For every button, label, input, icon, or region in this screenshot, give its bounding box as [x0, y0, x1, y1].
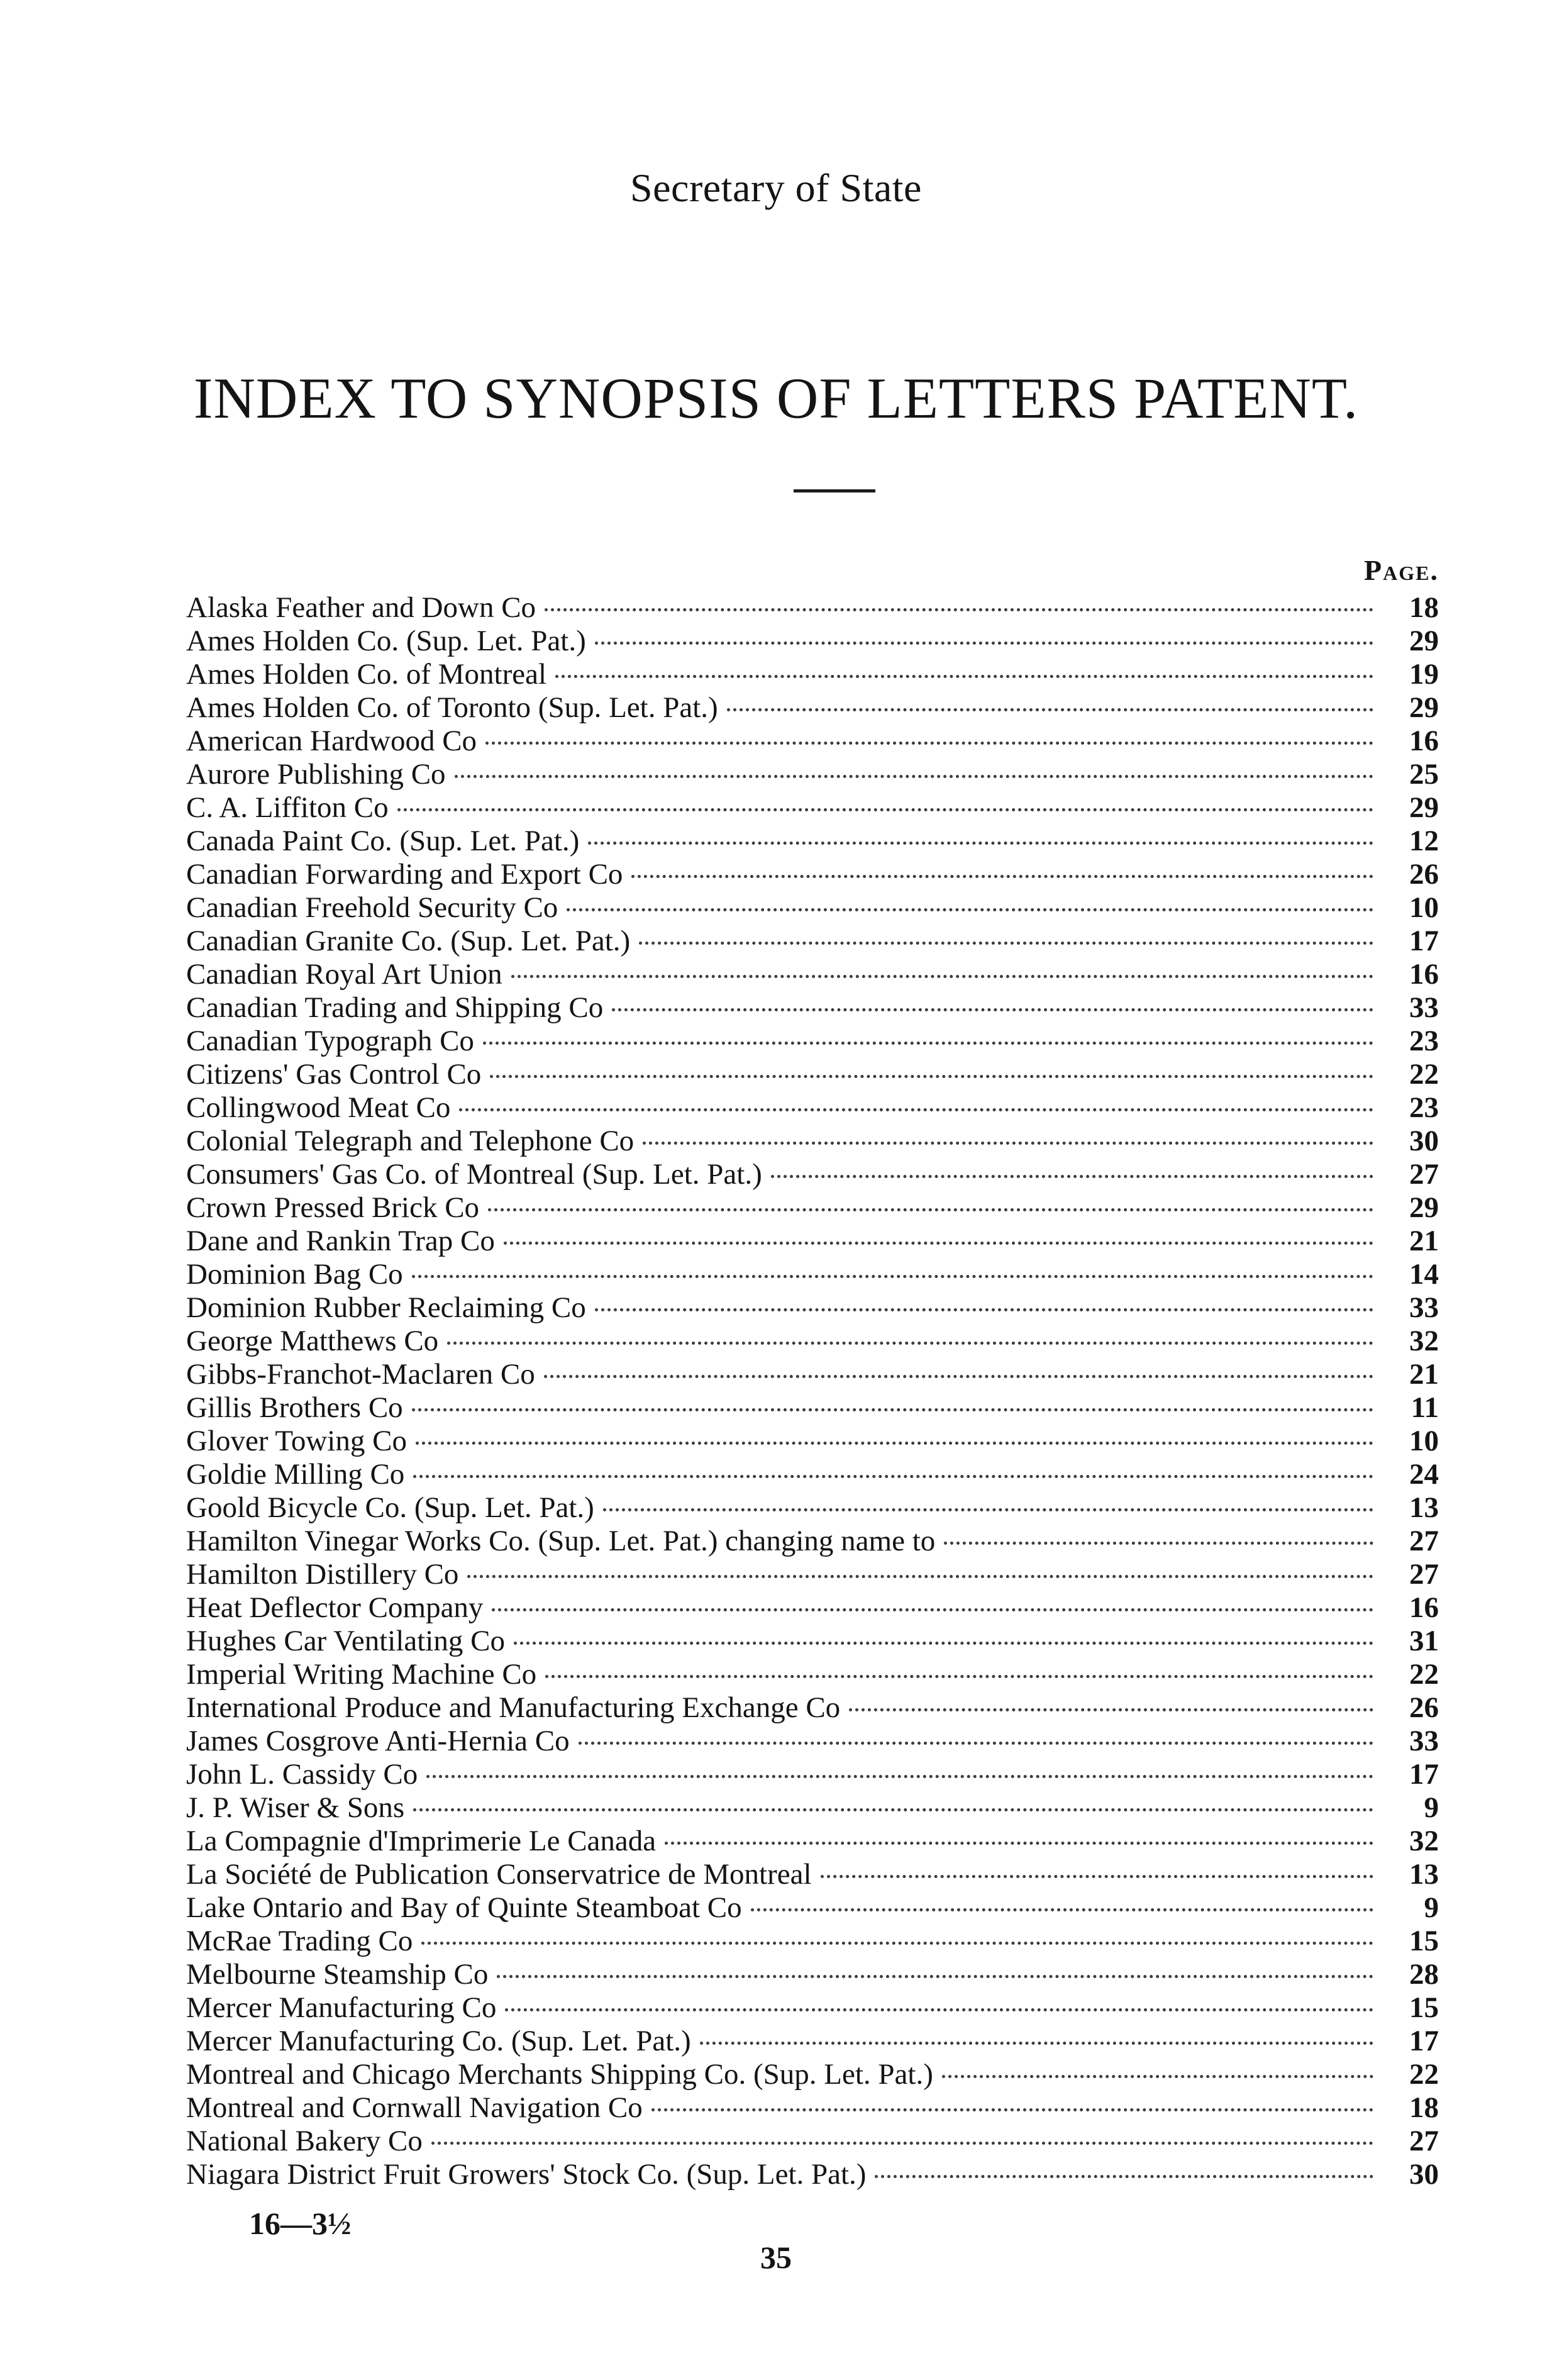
index-entry — [186, 1191, 1439, 1225]
index-entry — [186, 1791, 1439, 1825]
entry-name: Collingwood Meat Co — [186, 1091, 451, 1124]
entry-page-number: 27 — [1409, 1558, 1439, 1591]
index-entry — [186, 658, 1439, 691]
entry-name: Canadian Trading and Shipping Co — [186, 991, 604, 1024]
index-entry — [186, 1258, 1439, 1291]
entry-name: Consumers' Gas Co. of Montreal (Sup. Let. Pat.) — [186, 1158, 762, 1191]
index-entry — [186, 725, 1439, 758]
entry-page-number: 33 — [1409, 1725, 1439, 1757]
dot-leader — [665, 1842, 1373, 1845]
index-entry — [186, 1825, 1439, 1858]
entry-name: Hamilton Distillery Co — [186, 1558, 459, 1591]
dot-leader — [426, 1775, 1373, 1778]
entry-page-number: 27 — [1409, 1525, 1439, 1557]
index-entry — [186, 1891, 1439, 1925]
index-entry — [186, 1158, 1439, 1191]
index-entry — [186, 991, 1439, 1025]
entry-page-number: 25 — [1409, 758, 1439, 791]
entry-name: Canadian Freehold Security Co — [186, 891, 558, 924]
entry-name: McRae Trading Co — [186, 1925, 413, 1957]
dot-leader — [771, 1175, 1373, 1178]
entry-page-number: 15 — [1409, 1925, 1439, 1957]
entry-name: Aurore Publishing Co — [186, 758, 446, 791]
dot-leader — [413, 1808, 1373, 1811]
index-entry — [186, 758, 1439, 791]
entry-name: Ames Holden Co. (Sup. Let. Pat.) — [186, 625, 586, 657]
index-entry — [186, 2158, 1439, 2191]
entry-name: John L. Cassidy Co — [186, 1758, 418, 1791]
signature-mark: 16—3½ — [249, 2206, 352, 2241]
index-entry — [186, 1458, 1439, 1491]
entry-page-number: 32 — [1409, 1325, 1439, 1357]
entry-page-number: 23 — [1409, 1025, 1439, 1057]
entry-page-number: 31 — [1409, 1625, 1439, 1657]
dot-leader — [942, 2075, 1373, 2078]
dot-leader — [421, 1942, 1373, 1945]
dot-leader — [397, 808, 1373, 811]
index-entry — [186, 2091, 1439, 2125]
dot-leader — [875, 2175, 1373, 2178]
entry-page-number: 29 — [1409, 625, 1439, 657]
dot-leader — [511, 975, 1373, 978]
entry-page-number: 16 — [1409, 725, 1439, 757]
dot-leader — [727, 708, 1373, 711]
page-column-header: Page. — [1364, 554, 1439, 586]
dot-leader — [643, 1142, 1373, 1145]
index-entry — [186, 1058, 1439, 1091]
entry-page-number: 17 — [1409, 1758, 1439, 1791]
dot-leader — [431, 2142, 1373, 2145]
dot-leader — [579, 1742, 1373, 1745]
entry-page-number: 10 — [1409, 1425, 1439, 1457]
entry-name: Alaska Feather and Down Co — [186, 591, 536, 624]
dot-leader — [412, 1275, 1373, 1278]
entry-page-number: 27 — [1409, 2125, 1439, 2157]
index-entry — [186, 1225, 1439, 1258]
dot-leader — [447, 1342, 1373, 1345]
running-head: Secretary of State — [630, 165, 922, 210]
index-entry — [186, 591, 1439, 625]
entry-name: Canadian Typograph Co — [186, 1025, 474, 1057]
entry-name: La Compagnie d'Imprimerie Le Canada — [186, 1825, 657, 1857]
dot-leader — [455, 775, 1373, 778]
index-entry — [186, 1525, 1439, 1558]
dot-leader — [497, 1975, 1373, 1978]
entry-page-number: 9 — [1424, 1891, 1439, 1924]
entry-page-number: 11 — [1411, 1391, 1439, 1424]
index-entry — [186, 1591, 1439, 1625]
entry-name: C. A. Liffiton Co — [186, 791, 389, 824]
index-entry — [186, 1291, 1439, 1325]
entry-name: American Hardwood Co — [186, 725, 477, 757]
dot-leader — [567, 908, 1373, 911]
entry-name: Lake Ontario and Bay of Quinte Steamboat Co — [186, 1891, 742, 1924]
dot-leader — [595, 1308, 1373, 1311]
entry-name: Niagara District Fruit Growers' Stock Co. (Sup. Let. Pat.) — [186, 2158, 867, 2191]
index-entry — [186, 1091, 1439, 1125]
dot-leader — [588, 842, 1373, 845]
entry-page-number: 21 — [1409, 1358, 1439, 1391]
page-number: 35 — [760, 2240, 792, 2275]
entry-name: Montreal and Cornwall Navigation Co — [186, 2091, 643, 2124]
entry-name: Canada Paint Co. (Sup. Let. Pat.) — [186, 825, 580, 857]
dot-leader — [555, 675, 1373, 678]
page-title: INDEX TO SYNOPSIS OF LETTERS PATENT. — [193, 366, 1359, 430]
entry-name: Gibbs-Franchot-Maclaren Co — [186, 1358, 535, 1391]
index-entry — [186, 1691, 1439, 1725]
entry-page-number: 29 — [1409, 691, 1439, 724]
dot-leader — [603, 1508, 1373, 1511]
dot-leader — [467, 1575, 1373, 1578]
dot-leader — [651, 2108, 1373, 2111]
entry-name: Heat Deflector Company — [186, 1591, 484, 1624]
entry-page-number: 22 — [1409, 1058, 1439, 1091]
index-entry — [186, 1391, 1439, 1425]
entry-page-number: 22 — [1409, 1658, 1439, 1691]
entry-page-number: 21 — [1409, 1225, 1439, 1257]
dot-leader — [485, 742, 1373, 745]
entry-name: J. P. Wiser & Sons — [186, 1791, 405, 1824]
entry-page-number: 14 — [1409, 1258, 1439, 1291]
dot-leader — [849, 1708, 1373, 1711]
entry-name: Hughes Car Ventilating Co — [186, 1625, 505, 1657]
index-entry — [186, 2058, 1439, 2091]
entry-name: Colonial Telegraph and Telephone Co — [186, 1125, 635, 1157]
dot-leader — [612, 1008, 1373, 1011]
index-entry — [186, 691, 1439, 725]
dot-leader — [595, 642, 1373, 645]
index-entry — [186, 1758, 1439, 1791]
entry-name: Dominion Rubber Reclaiming Co — [186, 1291, 586, 1324]
index-entry — [186, 1925, 1439, 1958]
entry-name: Hamilton Vinegar Works Co. (Sup. Let. Pat.) changing name to — [186, 1525, 936, 1557]
dot-leader — [492, 1608, 1373, 1611]
entry-page-number: 22 — [1409, 2058, 1439, 2091]
index-entry — [186, 1025, 1439, 1058]
index-entry — [186, 2025, 1439, 2058]
index-entry — [186, 2125, 1439, 2158]
entry-page-number: 33 — [1409, 991, 1439, 1024]
entry-name: Canadian Forwarding and Export Co — [186, 858, 623, 891]
entry-page-number: 10 — [1409, 891, 1439, 924]
entry-name: Glover Towing Co — [186, 1425, 407, 1457]
entry-page-number: 18 — [1409, 591, 1439, 624]
index-entry — [186, 1725, 1439, 1758]
dot-leader — [751, 1908, 1373, 1911]
dot-leader — [545, 1675, 1373, 1678]
entry-page-number: 23 — [1409, 1091, 1439, 1124]
entry-page-number: 15 — [1409, 1991, 1439, 2024]
entry-name: Canadian Royal Art Union — [186, 958, 502, 991]
entry-name: Canadian Granite Co. (Sup. Let. Pat.) — [186, 925, 631, 957]
entry-page-number: 26 — [1409, 1691, 1439, 1724]
entry-page-number: 19 — [1409, 658, 1439, 691]
entry-page-number: 30 — [1409, 1125, 1439, 1157]
index-entry — [186, 1425, 1439, 1458]
entry-page-number: 13 — [1409, 1491, 1439, 1524]
dot-leader — [545, 608, 1373, 611]
index-entry — [186, 1658, 1439, 1691]
entry-page-number: 32 — [1409, 1825, 1439, 1857]
dot-leader — [416, 1442, 1373, 1445]
entry-page-number: 13 — [1409, 1858, 1439, 1891]
entry-name: Imperial Writing Machine Co — [186, 1658, 537, 1691]
dot-leader — [821, 1875, 1373, 1878]
index-entry — [186, 858, 1439, 891]
title-rule — [794, 489, 875, 492]
entry-page-number: 16 — [1409, 1591, 1439, 1624]
entry-name: James Cosgrove Anti-Hernia Co — [186, 1725, 570, 1757]
dot-leader — [631, 875, 1373, 878]
entry-page-number: 12 — [1409, 825, 1439, 857]
entry-name: Dane and Rankin Trap Co — [186, 1225, 495, 1257]
entry-page-number: 27 — [1409, 1158, 1439, 1191]
entry-name: Goold Bicycle Co. (Sup. Let. Pat.) — [186, 1491, 594, 1524]
index-entry — [186, 925, 1439, 958]
entry-page-number: 9 — [1424, 1791, 1439, 1824]
index-entry — [186, 625, 1439, 658]
dot-leader — [459, 1108, 1373, 1111]
index-entry — [186, 1625, 1439, 1658]
index-entry — [186, 825, 1439, 858]
entry-name: Melbourne Steamship Co — [186, 1958, 489, 1991]
dot-leader — [483, 1042, 1373, 1045]
entry-page-number: 24 — [1409, 1458, 1439, 1491]
index-entry — [186, 1325, 1439, 1358]
index-entry — [186, 1125, 1439, 1158]
entry-name: Citizens' Gas Control Co — [186, 1058, 482, 1091]
entry-page-number: 17 — [1409, 2025, 1439, 2057]
index-list — [186, 591, 1439, 2191]
entry-page-number: 29 — [1409, 1191, 1439, 1224]
entry-name: Goldie Milling Co — [186, 1458, 405, 1491]
entry-page-number: 33 — [1409, 1291, 1439, 1324]
entry-name: Dominion Bag Co — [186, 1258, 403, 1291]
index-entry — [186, 1958, 1439, 1991]
entry-name: George Matthews Co — [186, 1325, 439, 1357]
entry-page-number: 29 — [1409, 791, 1439, 824]
index-entry — [186, 891, 1439, 925]
index-entry — [186, 1991, 1439, 2025]
entry-name: Crown Pressed Brick Co — [186, 1191, 480, 1224]
dot-leader — [700, 2042, 1373, 2045]
entry-page-number: 26 — [1409, 858, 1439, 891]
dot-leader — [944, 1542, 1373, 1545]
entry-page-number: 16 — [1409, 958, 1439, 991]
index-entry — [186, 1558, 1439, 1591]
index-entry — [186, 958, 1439, 991]
dot-leader — [504, 1242, 1373, 1245]
index-entry — [186, 791, 1439, 825]
dot-leader — [514, 1642, 1373, 1645]
index-entry — [186, 1491, 1439, 1525]
entry-name: La Société de Publication Conservatrice de Montreal — [186, 1858, 812, 1891]
dot-leader — [412, 1408, 1373, 1411]
index-entry — [186, 1858, 1439, 1891]
dot-leader — [544, 1375, 1373, 1378]
entry-name: Ames Holden Co. of Toronto (Sup. Let. Pat.) — [186, 691, 718, 724]
index-entry — [186, 1358, 1439, 1391]
entry-page-number: 30 — [1409, 2158, 1439, 2191]
entry-page-number: 28 — [1409, 1958, 1439, 1991]
entry-name: Mercer Manufacturing Co — [186, 1991, 497, 2024]
dot-leader — [505, 2008, 1373, 2011]
entry-name: Ames Holden Co. of Montreal — [186, 658, 547, 691]
entry-name: National Bakery Co — [186, 2125, 423, 2157]
dot-leader — [488, 1208, 1373, 1211]
entry-name: Mercer Manufacturing Co. (Sup. Let. Pat.) — [186, 2025, 691, 2057]
entry-name: Montreal and Chicago Merchants Shipping Co. (Sup. Let. Pat.) — [186, 2058, 933, 2091]
dot-leader — [490, 1075, 1373, 1078]
entry-name: International Produce and Manufacturing Exchange Co — [186, 1691, 841, 1724]
entry-page-number: 17 — [1409, 925, 1439, 957]
entry-page-number: 18 — [1409, 2091, 1439, 2124]
dot-leader — [413, 1475, 1373, 1478]
entry-name: Gillis Brothers Co — [186, 1391, 403, 1424]
dot-leader — [639, 942, 1373, 945]
